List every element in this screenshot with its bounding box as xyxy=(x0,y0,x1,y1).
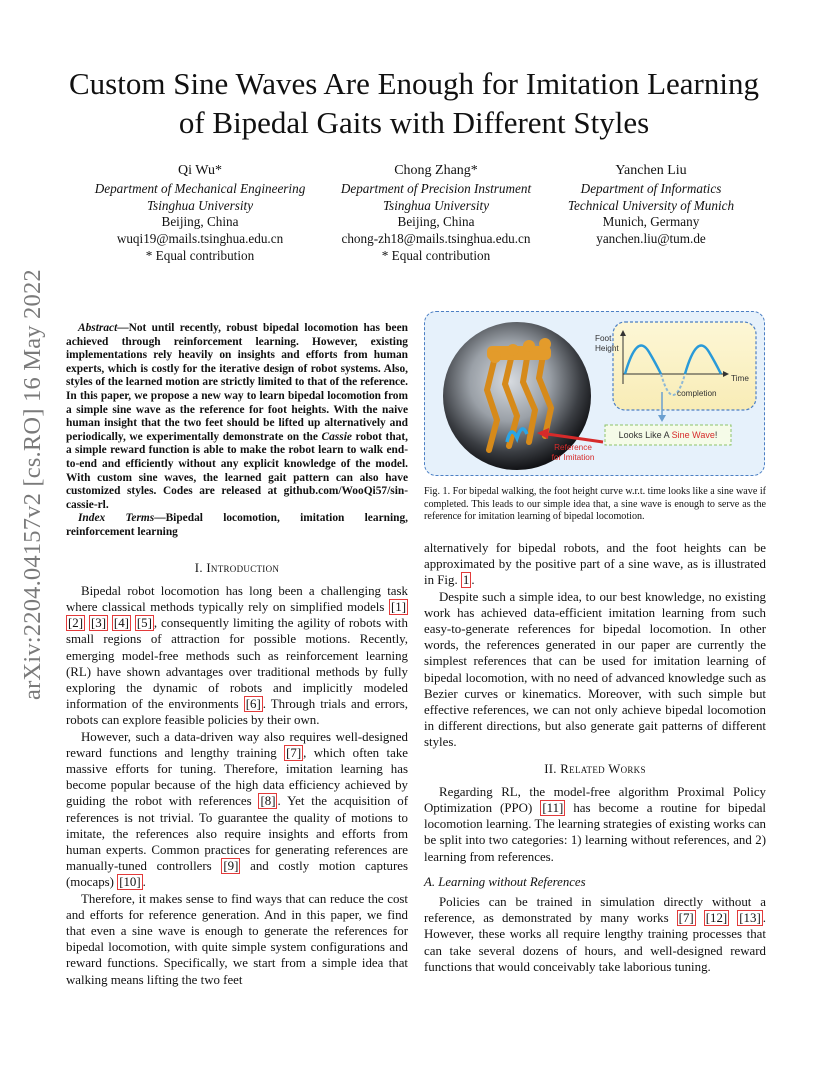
paragraph: alternatively for bipedal robots, and the foot heights can be approximated by the positive part of a sine wave, as is illustrated in Fig. 1 . xyxy=(424,541,766,588)
completion-label: completion xyxy=(677,389,717,398)
citation-link[interactable]: [4] xyxy=(113,616,129,631)
author-location: Beijing, China xyxy=(161,214,239,230)
citation-link[interactable]: [3] xyxy=(90,616,106,631)
author-location: Munich, Germany xyxy=(602,214,700,230)
right-column xyxy=(424,540,766,975)
citation-link[interactable]: [12] xyxy=(705,911,728,926)
paragraph: Despite such a simple idea, to our best knowledge, no existing work has achieved data-efficient imitation learning from such easy-to-generate references for bipedal locomotion. In other words, the references generated in our paper are currently the simplest references that can be used for imitation learning of bipedal locomotion, with no need of advanced knowledge such as Bezier curves or kinematics. Moreover, with such simple but effective references, we can not only achieve bipedal locomotion in different directions, but also generate gait patterns of different styles. xyxy=(424,589,766,750)
abstract: Abstract—Not until recently, robust bipedal locomotion has been achieved through reinforcement learning. However, existing implementations rely heavily on insights and efforts from human experts, which is costly for the iterative design of robot systems. Also, styles of the learned motion are strictly limited to that of the reference. In this paper, we propose a new way to learn bipedal locomotion from a simple sine wave as the reference for foot heights. With the naive human insight that the two feet should be lifted up alternatively and periodically, we experimentally demonstrate on the Cassie robot that, a simple reward function is able to make the robot learn to walk end-to-end and efficiently without any explicit knowledge of the model. With custom sine waves, the learned gait pattern can also have customized styles. Codes are released at github.com/WooQi57/sin-cassie-rl. Index Terms—Bipedal locomotion, imitation learning, reinforcement learning xyxy=(66,322,409,538)
author-dept: Department of Mechanical Engineering xyxy=(94,180,306,196)
arxiv-stamp: arXiv:2204.04157v2 [cs.RO] 16 May 2022 xyxy=(19,269,46,700)
citation-link[interactable]: [7] xyxy=(286,745,302,760)
figure-caption: Fig. 1. For bipedal walking, the foot height curve w.r.t. time looks like a sine wave if completed. This leads to our simple idea that, a sine wave is enough to serve as the reference for imitation learning of bipedal locomotion. xyxy=(424,486,766,523)
time-label: Time xyxy=(731,374,749,383)
citation-link[interactable]: [9] xyxy=(223,859,239,874)
author-dept: Department of Precision Instrument xyxy=(340,180,532,196)
section-heading-related-works: II. Related Works xyxy=(544,761,646,776)
citation-link[interactable]: [10] xyxy=(119,875,141,890)
looks-like-sine-label: Looks Like A Sine Wave! xyxy=(618,430,718,440)
author-univ: Technical University of Munich xyxy=(567,197,735,213)
section-heading-introduction: I. Introduction xyxy=(194,560,280,575)
citation-link[interactable]: [7] xyxy=(678,911,694,926)
author-block-1 xyxy=(80,163,320,265)
author-name: Yanchen Liu xyxy=(615,163,687,178)
foot-height-label: Foot Height xyxy=(595,334,619,353)
author-univ: Tsinghua University xyxy=(382,197,490,213)
author-univ: Tsinghua University xyxy=(146,197,254,213)
citation-link[interactable]: [1] xyxy=(390,599,406,614)
citation-link[interactable]: [8] xyxy=(260,794,276,809)
paragraph: Bipedal robot locomotion has long been a challenging task where classical methods typically rely on simplified models [1] [2] [3] [4] [5] , consequently limiting the agility of robots with small regions of attraction for possible motions. Recently, emerging model-free methods such as reinforcement learning (RL) have shown advantages over traditional methods by fully exploring the dynamic of robots and implicitly modeled information of the environments [6] . Through trials and errors, robots can explore feasible policies by their own. xyxy=(66,583,408,728)
author-location: Beijing, China xyxy=(397,214,475,230)
author-email: wuqi19@mails.tsinghua.edu.cn xyxy=(116,231,284,247)
paragraph: Policies can be trained in simulation directly without a reference, as demonstrated by many works [7] [12] [13] . However, these works all require lengthy training processes that can take several dozens of hours, and well-designed reward functions that would conceivably take laborious tuning. xyxy=(424,895,766,974)
author-name: Chong Zhang* xyxy=(394,163,478,178)
index-terms-label: Index Terms xyxy=(78,512,155,525)
reference-label: Reference for Imitation xyxy=(551,443,595,462)
citation-link[interactable]: [6] xyxy=(245,697,261,712)
author-name: Qi Wu* xyxy=(178,163,222,178)
paragraph: Regarding RL, the model-free algorithm Proximal Policy Optimization (PPO) [11] has become a routine for bipedal locomotion learning. The learning strategies of existing works can be split into two categories: 1) learning without references, and 2) learning from references. xyxy=(424,784,766,864)
paper-title: Custom Sine Waves Are Enough for Imitation Learning of Bipedal Gaits with Different Styles xyxy=(68,66,759,140)
citation-link[interactable]: [2] xyxy=(68,616,84,631)
author-email: yanchen.liu@tum.de xyxy=(596,231,706,247)
paragraph: However, such a data-driven way also requires well-designed reward functions and lengthy training [7] , which often take massive efforts for tuning. Therefore, imitation learning has become popular because of the high data efficiency achieved by guiding the robot with references [8] . Yet the acquisition of references is not trivial. To guarantee the quality of motions to imitate, the references also require insights and efforts from human experts. Common practices for generating references are manually-tuned controllers [9] and costly motion captures (mocaps) [10] . xyxy=(66,729,408,890)
citation-link[interactable]: [13] xyxy=(739,911,761,926)
author-email: chong-zh18@mails.tsinghua.edu.cn xyxy=(341,231,531,247)
abstract-label: Abstract xyxy=(78,322,118,334)
author-note: * Equal contribution xyxy=(145,247,255,263)
figure-1 xyxy=(424,311,765,476)
left-column xyxy=(66,322,408,988)
author-block-3 xyxy=(531,163,771,248)
paragraph: Therefore, it makes sense to find ways that can reduce the cost and efforts for reference generation. And in this paper, we find that even a sine wave is enough to generate the references for bipedal locomotion, with quite simple system configurations and reward functions. Specifically, we start from a simple idea that walking means lifting the two feet xyxy=(66,891,408,987)
figure-link[interactable]: 1 xyxy=(462,573,470,588)
author-note: * Equal contribution xyxy=(381,247,491,263)
citation-link[interactable]: [11] xyxy=(542,801,564,816)
citation-link[interactable]: [5] xyxy=(136,616,152,631)
subsection-heading: A. Learning without References xyxy=(424,874,586,889)
author-block-2 xyxy=(316,163,556,265)
author-dept: Department of Informatics xyxy=(580,180,722,196)
